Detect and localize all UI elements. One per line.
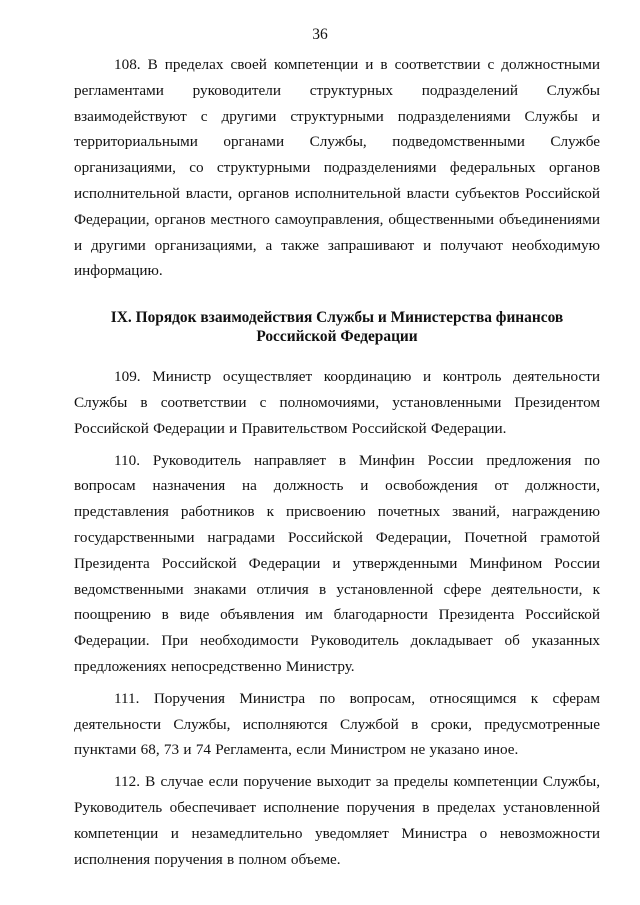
section-title: IX. Порядок взаимодействия Службы и Министерства финансов Российской Федерации xyxy=(110,309,564,346)
paragraph-112: 112. В случае если поручение выходит за пределы компетенции Службы, Руководитель обеспечивает исполнение поручения в пределах установленной компетенции и незамедлительно уведомляет Министра о невозможности исполнения поручения в полном объеме. xyxy=(74,773,600,868)
paragraph-108: 108. В пределах своей компетенции и в соответствии с должностными регламентами руководители структурных подразделений Службы взаимодействуют с другими структурными подразделениями Службы и территориальными органами Службы, подведомственными Службе организациями, со структурными подразделениями федеральных органов исполнительной власти, органов исполнительной власти субъектов Российской Федерации, органов местного самоуправления, общественными объединениями и другими организациями, а также запрашивают и получают необходимую информацию. xyxy=(74,56,600,280)
paragraph-110: 110. Руководитель направляет в Минфин России предложения по вопросам назначения на должность и освобождения от должности, представления работников к присвоению почетных званий, награждению государственными наградами Российской Федерации, Почетной грамотой Президента Российской Федерации и утвержденными Минфином России ведомственными знаками отличия в установленной сфере деятельности, к поощрению в виде объявления им благодарности Президента Российской Федерации. При необходимости Руководитель докладывает об указанных предложениях непосредственно Министру. xyxy=(74,451,600,675)
page-number: 36 xyxy=(312,26,328,43)
document-body xyxy=(74,52,600,872)
paragraph-111: 111. Поручения Министра по вопросам, относящимся к сферам деятельности Службы, исполняются Службой в сроки, предусмотренные пунктами 68, 73 и 74 Регламента, если Министром не указано иное. xyxy=(74,689,600,759)
paragraph-109: 109. Министр осуществляет координацию и контроль деятельности Службы в соответствии с полномочиями, установленными Президентом Российской Федерации и Правительством Российской Федерации. xyxy=(74,368,600,437)
